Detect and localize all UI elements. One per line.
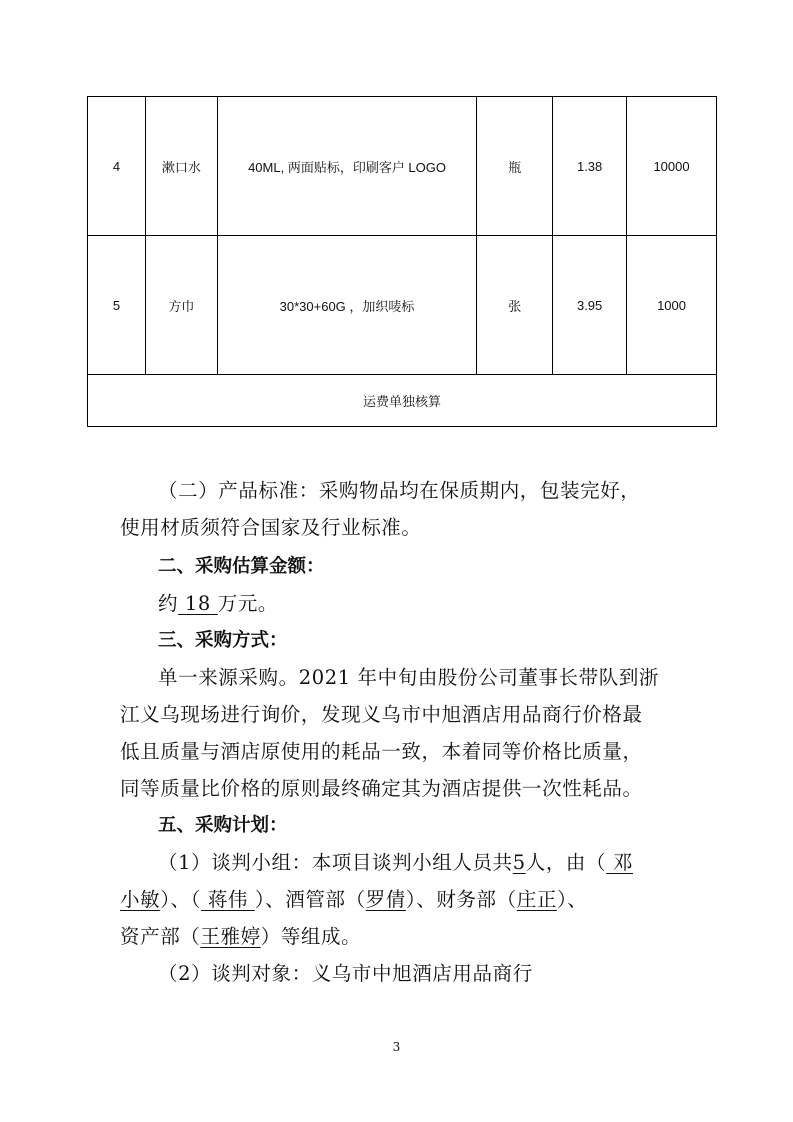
team-member-name: 小敏 (120, 888, 161, 911)
table-row (88, 236, 717, 375)
text-line: 同等质量比价格的原则最终确定其为酒店提供一次性耗品。 (120, 777, 643, 800)
budget-paragraph (120, 585, 700, 622)
budget-amount: 18 (178, 592, 218, 615)
team-text: ）、（ (160, 888, 202, 911)
team-line-2 (120, 881, 700, 918)
budget-line (120, 585, 700, 622)
team-text: ）等组成。 (260, 925, 362, 948)
item-quantity: 1000 (627, 236, 717, 375)
item-price: 3.95 (553, 236, 627, 375)
team-count: 5 (512, 851, 526, 874)
item-name: 方巾 (145, 236, 217, 375)
team-text: 资产部（ (120, 925, 201, 948)
team-text: （1）谈判小组：本项目谈判小组人员共 (158, 851, 513, 874)
team-member-name: 罗倩 (365, 888, 406, 911)
team-text: ）、 (556, 888, 588, 911)
team-member-name: 邓 (606, 851, 634, 874)
page-number: 3 (392, 1040, 401, 1054)
team-line-1 (120, 844, 700, 881)
negotiation-target: （2）谈判对象：义乌市中旭酒店用品商行 (158, 962, 533, 985)
text-line: （二）产品标准：采购物品均在保质期内，包装完好， (158, 479, 641, 502)
method-paragraph (120, 659, 700, 807)
team-member-name: 王雅婷 (200, 925, 261, 948)
heading-plan: 五、采购计划： (158, 815, 288, 836)
item-number: 5 (88, 236, 146, 375)
procurement-items-table (87, 96, 717, 427)
heading-budget: 二、采购估算金额： (158, 556, 325, 577)
team-text: ）、酒管部（ (254, 888, 366, 911)
team-text: 人，由（ (525, 851, 607, 874)
budget-prefix: 约 (158, 592, 179, 615)
team-line-3 (120, 918, 700, 955)
text-line: 使用材质须符合国家及行业标准。 (120, 516, 422, 539)
item-spec: 30*30+60G ，加织唛标 (217, 236, 477, 375)
item-unit: 瓶 (477, 97, 553, 236)
budget-suffix: 万元。 (217, 592, 279, 615)
item-unit: 张 (477, 236, 553, 375)
team-member-name: 庄正 (516, 888, 557, 911)
shipping-note: 运费单独核算 (88, 375, 717, 427)
item-name: 漱口水 (145, 97, 217, 236)
table-row (88, 97, 717, 236)
heading-method: 三、采购方式： (158, 630, 288, 651)
text-line: 低且质量与酒店原使用的耗品一致，本着同等价格比质量， (120, 740, 643, 763)
item-quantity: 10000 (627, 97, 717, 236)
item-spec: 40ML, 两面贴标，印刷客户 LOGO (217, 97, 477, 236)
team-text: ）、财务部（ (405, 888, 517, 911)
team-member-name: 蒋伟 (201, 888, 255, 911)
text-line: 单一来源采购。2021 年中旬由股份公司董事长带队到浙 (158, 666, 660, 689)
item-price: 1.38 (553, 97, 627, 236)
plan-paragraph (120, 844, 700, 992)
text-line: 江义乌现场进行询价，发现义乌市中旭酒店用品商行价格最 (120, 703, 643, 726)
product-standard-paragraph (120, 472, 700, 546)
item-number: 4 (88, 97, 146, 236)
table-footer-row (88, 375, 717, 427)
